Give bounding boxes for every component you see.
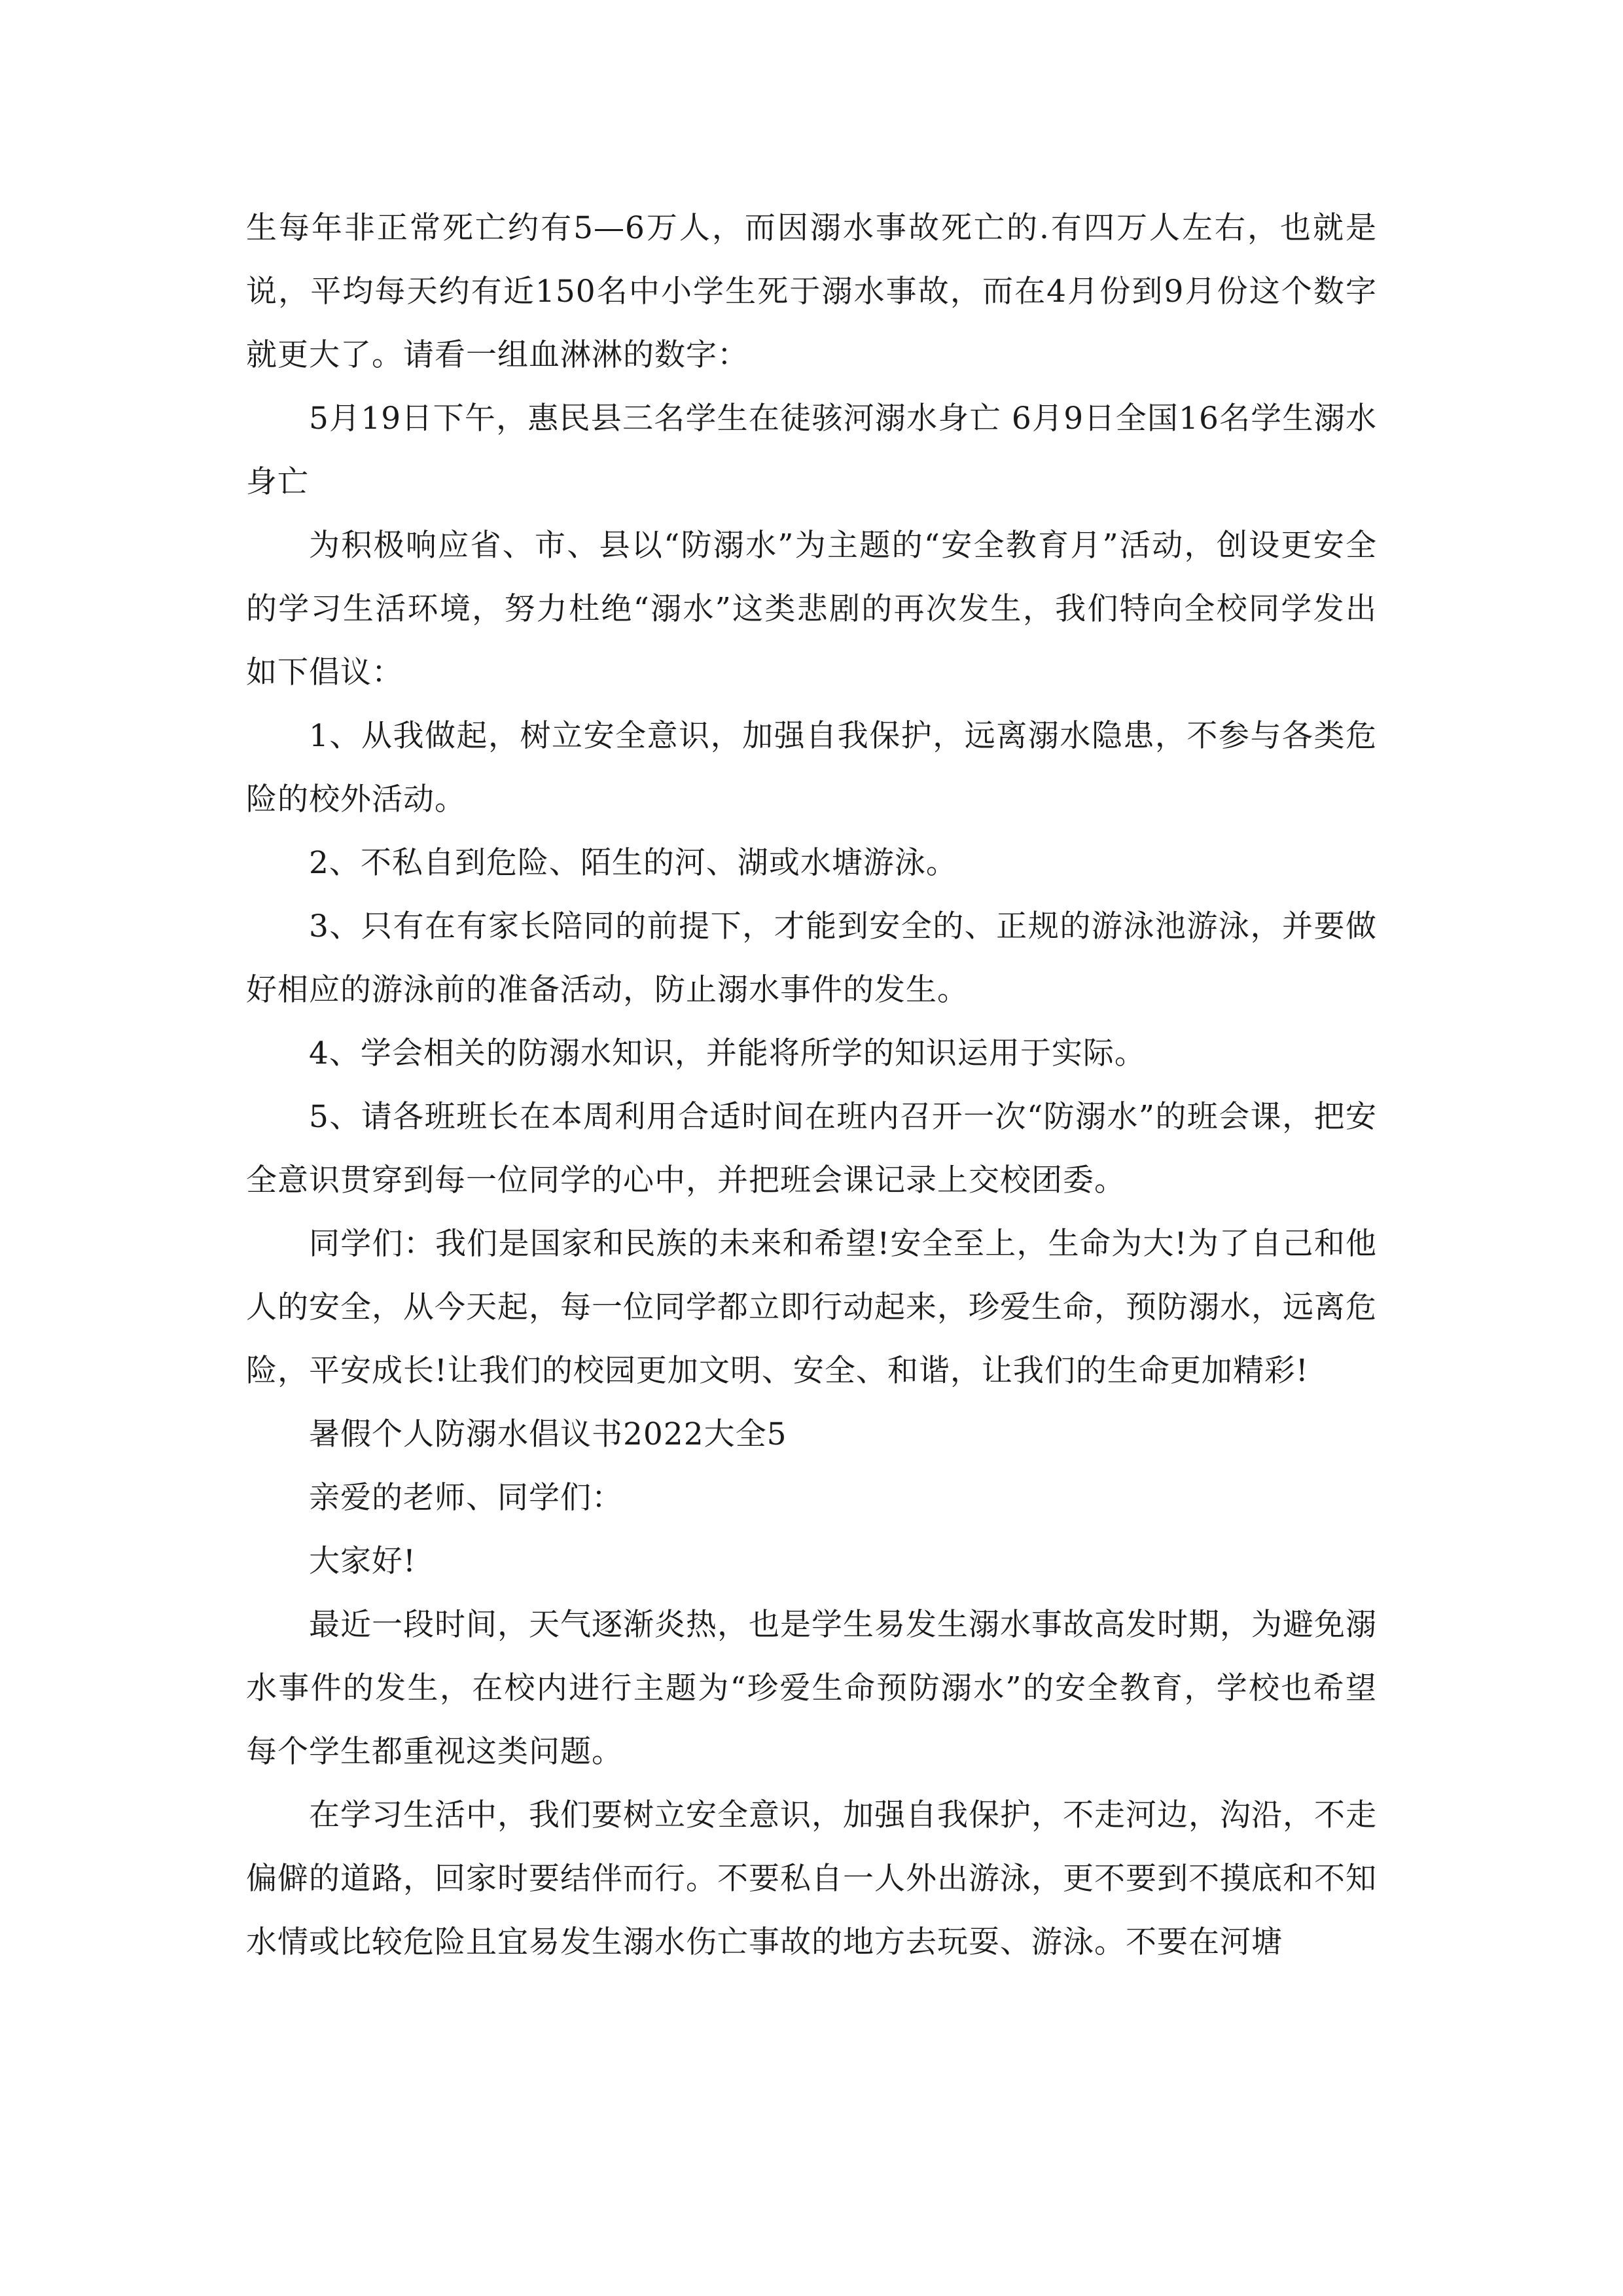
paragraph-7: 4、学会相关的防溺水知识，并能将所学的知识运用于实际。 — [309, 1035, 1146, 1071]
greeting: 大家好! — [309, 1543, 416, 1579]
paragraph-2: 5月19日下午，惠民县三名学生在徒骇河溺水身亡 6月9日全国16名学生溺水身亡 — [246, 401, 1377, 500]
paragraph-5: 2、不私自到危险、陌生的河、湖或水塘游泳。 — [309, 845, 957, 881]
paragraph-4: 1、从我做起，树立安全意识，加强自我保护，远离溺水隐患，不参与各类危险的校外活动。 — [246, 718, 1377, 817]
paragraph-6: 3、只有在有家长陪同的前提下，才能到安全的、正规的游泳池游泳，并要做好相应的游泳前的准备活动，防止溺水事件的发生。 — [246, 908, 1377, 1008]
paragraph-13: 最近一段时间，天气逐渐炎热，也是学生易发生溺水事故高发时期，为避免溺水事件的发生，在校内进行主题为“珍爱生命预防溺水”的安全教育，学校也希望每个学生都重视这类问题。 — [246, 1607, 1377, 1770]
section-title: 暑假个人防溺水倡议书2022大全5 — [309, 1416, 787, 1452]
paragraph-8: 5、请各班班长在本周利用合适时间在班内召开一次“防溺水”的班会课，把安全意识贯穿到每一位同学的心中，并把班会课记录上交校团委。 — [246, 1099, 1377, 1198]
paragraph-1: 生每年非正常死亡约有5—6万人，而因溺水事故死亡的.有四万人左右，也就是说，平均每天约有近150名中小学生死于溺水事故，而在4月份到9月份这个数字就更大了。请看一组血淋淋的数字： — [246, 210, 1377, 373]
document-body — [246, 196, 1377, 1974]
paragraph-9: 同学们：我们是国家和民族的未来和希望!安全至上，生命为大!为了自己和他人的安全，从今天起，每一位同学都立即行动起来，珍爱生命，预防溺水，远离危险，平安成长!让我们的校园更加文明、安全、和谐，让我们的生命更加精彩! — [246, 1226, 1377, 1389]
paragraph-14: 在学习生活中，我们要树立安全意识，加强自我保护，不走河边，沟沿，不走偏僻的道路，回家时要结伴而行。不要私自一人外出游泳，更不要到不摸底和不知水情或比较危险且宜易发生溺水伤亡事故的地方去玩耍、游泳。不要在河塘 — [246, 1797, 1377, 1960]
salutation: 亲爱的老师、同学们： — [309, 1480, 623, 1516]
paragraph-3: 为积极响应省、市、县以“防溺水”为主题的“安全教育月”活动，创设更安全的学习生活环境，努力杜绝“溺水”这类悲剧的再次发生，我们特向全校同学发出如下倡议： — [246, 528, 1377, 691]
